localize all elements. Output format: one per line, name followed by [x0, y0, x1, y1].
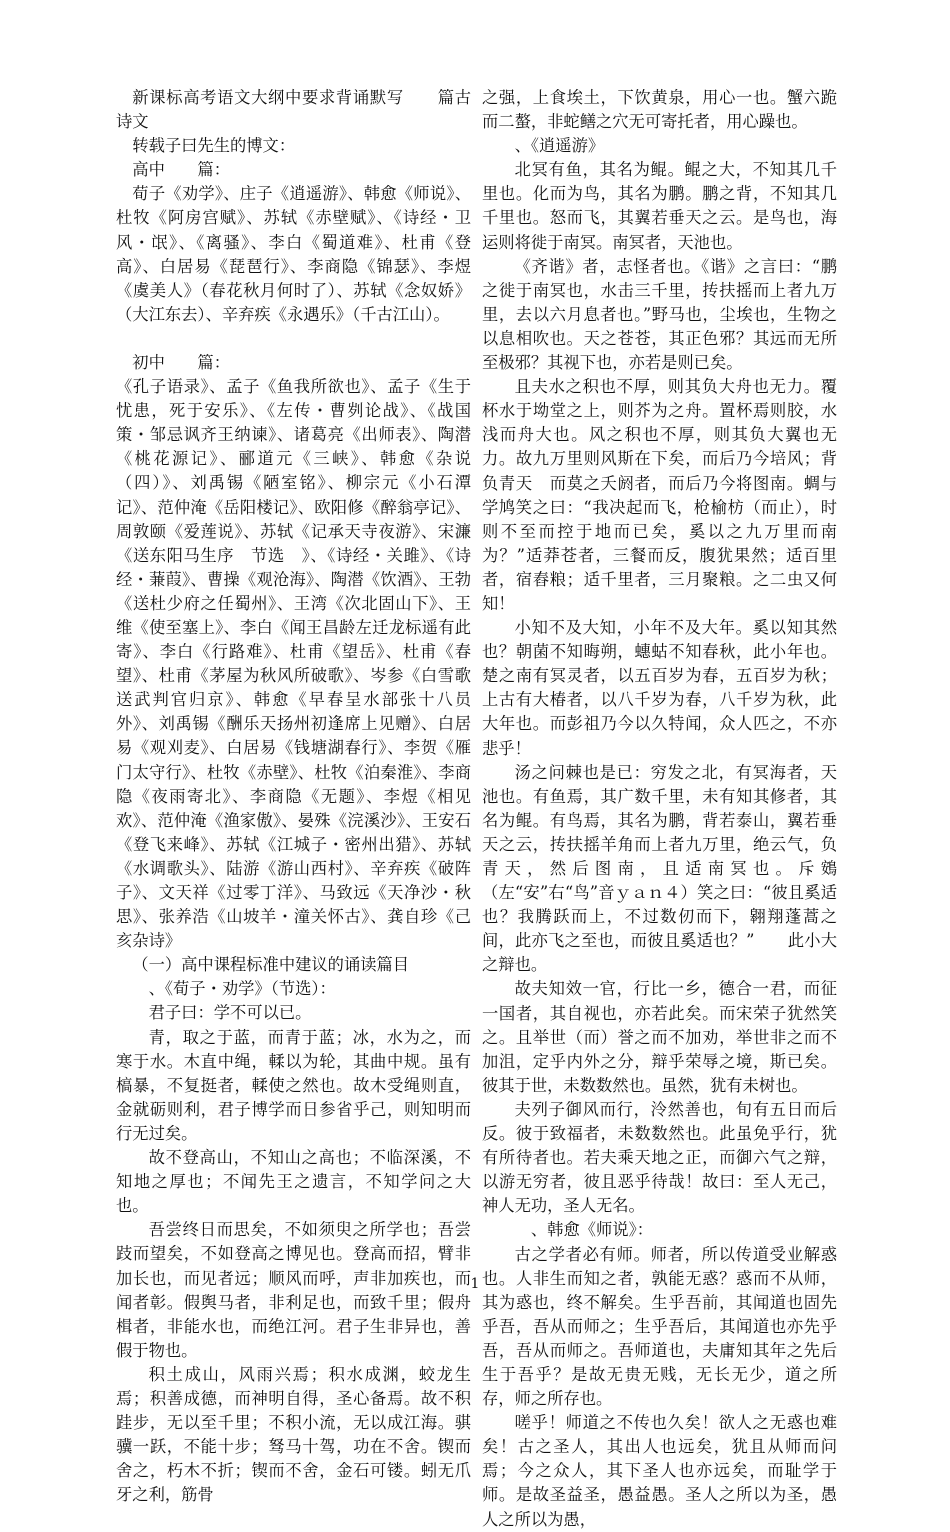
- right-column: [482, 86, 837, 1532]
- junior-list: 《孔子语录》、孟子《鱼我所欲也》、孟子《生于忧患，死于安乐》、《左传・曹刿论战》、《战国策・邹忌讽齐王纳谏》、诸葛亮《出师表》、陶潜《桃花源记》、郦道元《三峡》、韩愈《杂说（四）》、刘禹锡《陋室铭》、柳宗元《小石潭记》、范仲淹《岳阳楼记》、欧阳修《醉翁亭记》、周敦颐《爱莲说》、苏轼《记承天寺夜游》、宋濂《送东阳马生序 节选 》、《诗经・关雎》、《诗经・蒹葭》、曹操《观沧海》、陶潜《饮酒》、王勃《送杜少府之任蜀州》、王湾《次北固山下》、王维《使至塞上》、李白《闻王昌龄左迁龙标遥有此寄》、李白《行路难》、杜甫《望岳》、杜甫《春望》、杜甫《茅屋为秋风所破歌》、岑参《白雪歌送武判官归京》、韩愈《早春呈水部张十八员外》、刘禹锡《酬乐天扬州初逢席上见赠》、白居易《观刈麦》、白居易《钱塘湖春行》、李贺《雁门太守行》、杜牧《赤壁》、杜牧《泊秦淮》、李商隐《夜雨寄北》、李商隐《无题》、李煜《相见欢》、范仲淹《渔家傲》、晏殊《浣溪沙》、王安石《登飞来峰》、苏轼《江城子・密州出猎》、苏轼《水调歌头》、陆游《游山西村》、辛弃疾《破阵子》、文天祥《过零丁洋》、马致远《天净沙・秋思》、张养浩《山坡羊・潼关怀古》、龚自珍《己亥杂诗》: [116, 377, 471, 951]
- spacer: [116, 327, 471, 351]
- senior-list: 荀子《劝学》、庄子《逍遥游》、韩愈《师说》、杜牧《阿房宫赋》、苏轼《赤壁赋》、《诗经・卫风・氓》、《离骚》、李白《蜀道难》、杜甫《登高》、白居易《琵琶行》、李商隐《锦瑟》、李煜《虞美人》（春花秋月何时了）、苏轼《念奴娇》（大江东去）、辛弃疾《永遇乐》（千古江山）。: [116, 184, 471, 324]
- xunzi-continuation: 之强，上食埃土，下饮黄泉，用心一也。蟹六跪而二螯，非蛇鳝之穴无可寄托者，用心躁也。: [482, 88, 837, 132]
- junior-heading: 初中 篇：: [132, 352, 230, 372]
- xiaoyao-paragraph: 北冥有鱼，其名为鲲。鲲之大，不知其几千里也。化而为鸟，其名为鹏。鹏之背，不知其几千里也。怒而飞，其翼若垂天之云。是鸟也，海运则将徙于南冥。南冥者，天池也。: [482, 160, 837, 252]
- xiaoyao-heading: 、《逍遥游》: [514, 136, 605, 156]
- xiaoyao-paragraph: 夫列子御风而行，泠然善也，旬有五日而后反。彼于致福者，未数数然也。此虽免乎行，犹有所待者也。若夫乘天地之正，而御六气之辩，以游无穷者，彼且恶乎待哉！故曰：至人无己，神人无功，圣人无名。: [482, 1099, 837, 1216]
- section-heading: （一）高中课程标准中建议的诵读篇目: [132, 955, 410, 975]
- xunzi-paragraph: 青，取之于蓝，而青于蓝；冰，水为之，而寒于水。木直中绳，輮以为轮，其曲中规。虽有槁暴，不复挺者，輮使之然也。故木受绳则直，金就砺则利，君子博学而日参省乎己，则知明而行无过矣。: [116, 1027, 471, 1143]
- xiaoyao-paragraph: 小知不及大知，小年不及大年。奚以知其然也？朝菌不知晦朔，蟪蛄不知春秋，此小年也。楚之南有冥灵者，以五百岁为春，五百岁为秋；上古有大椿者，以八千岁为春，八千岁为秋，此大年也。而彭祖乃今以久特闻，众人匹之，不亦悲乎！: [482, 618, 837, 758]
- repost-note: 转载子曰先生的博文：: [132, 136, 296, 156]
- document-title: 新课标高考语文大纲中要求背诵默写 篇古诗文: [116, 88, 471, 132]
- shishuo-heading: 、韩愈《师说》：: [530, 1220, 653, 1240]
- xunzi-paragraph: 吾尝终日而思矣，不如须臾之所学也；吾尝跂而望矣，不如登高之博见也。登高而招，臂非加长也，而见者远；顺风而呼，声非加疾也，而闻者彰。假舆马者，非利足也，而致千里；假舟楫者，非能水也，而绝江河。君子生非异也，善假于物也。: [116, 1220, 471, 1360]
- page-number: 1: [470, 1276, 480, 1292]
- shishuo-paragraph: 嗟乎！师道之不传也久矣！欲人之无惑也难矣！古之圣人，其出人也远矣，犹且从师而问焉；今之众人，其下圣人也亦远矣，而耻学于师。是故圣益圣，愚益愚。圣人之所以为圣，愚人之所以为愚，: [482, 1413, 837, 1529]
- xiaoyao-paragraph: 故夫知效一官，行比一乡，德合一君，而征一国者，其自视也，亦若此矣。而宋荣子犹然笑之。且举世（而）誉之而不加劝，举世非之而不加沮，定乎内外之分，辩乎荣辱之境，斯已矣。彼其于世，未数数然也。虽然，犹有未树也。: [482, 979, 837, 1095]
- xunzi-heading: 、《荀子・劝学》（节选）：: [148, 979, 336, 999]
- xunzi-paragraph: 君子曰：学不可以已。: [148, 1003, 312, 1023]
- senior-heading: 高中 篇：: [132, 160, 230, 180]
- xiaoyao-paragraph: 且夫水之积也不厚，则其负大舟也无力。覆杯水于坳堂之上，则芥为之舟。置杯焉则胶，水浅而舟大也。风之积也不厚，则其负大翼也无力。故九万里则风斯在下矣，而后乃今培风；背负青天 而莫之夭阏者，而后乃今将图南。蜩与学鸠笑之曰：“我决起而飞，枪榆枋（而止），时则不至而控于地而已矣，奚以之九万里而南为？”适莽苍者，三餐而反，腹犹果然；适百里者，宿舂粮；适千里者，三月聚粮。之二虫又何知！: [482, 377, 837, 613]
- xunzi-paragraph: 积土成山，风雨兴焉；积水成渊，蛟龙生焉；积善成德，而神明自得，圣心备焉。故不积跬步，无以至千里；不积小流，无以成江海。骐骥一跃，不能十步；驽马十驾，功在不舍。锲而舍之，朽木不折；锲而不舍，金石可镂。蚓无爪牙之利，筋骨: [116, 1364, 471, 1505]
- shishuo-paragraph: 古之学者必有师。师者，所以传道受业解惑也。人非生而知之者，孰能无惑？惑而不从师，其为惑也，终不解矣。生乎吾前，其闻道也固先乎吾，吾从而师之；生乎吾后，其闻道也亦先乎吾，吾从而师之。吾师道也，夫庸知其年之先后生于吾乎？是故无贵无贱，无长无少，道之所存，师之所存也。: [482, 1244, 837, 1409]
- left-column: [116, 86, 471, 1507]
- xiaoyao-paragraph: 《齐谐》者，志怪者也。《谐》之言曰：“鹏之徙于南冥也，水击三千里，抟扶摇而上者九万里，去以六月息者也。”野马也，尘埃也，生物之以息相吹也。天之苍苍，其正色邪？其远而无所至极邪？其视下也，亦若是则已矣。: [482, 256, 837, 373]
- xunzi-paragraph: 故不登高山，不知山之高也；不临深溪，不知地之厚也；不闻先王之遗言，不知学问之大也。: [116, 1148, 471, 1216]
- xiaoyao-paragraph: 汤之问棘也是已：穷发之北，有冥海者，天池也。有鱼焉，其广数千里，未有知其修者，其名为鲲。有鸟焉，其名为鹏，背若泰山，翼若垂天之云，抟扶摇羊角而上者九万里，绝云气，负青天，然后图南，且适南冥也。斥鴳（左“安”右“鸟”音ｙａｎ４）笑之曰：“彼且奚适也？我腾跃而上，不过数仞而下，翱翔蓬蒿之间，此亦飞之至也，而彼且奚适也？” 此小大之辩也。: [482, 762, 837, 975]
